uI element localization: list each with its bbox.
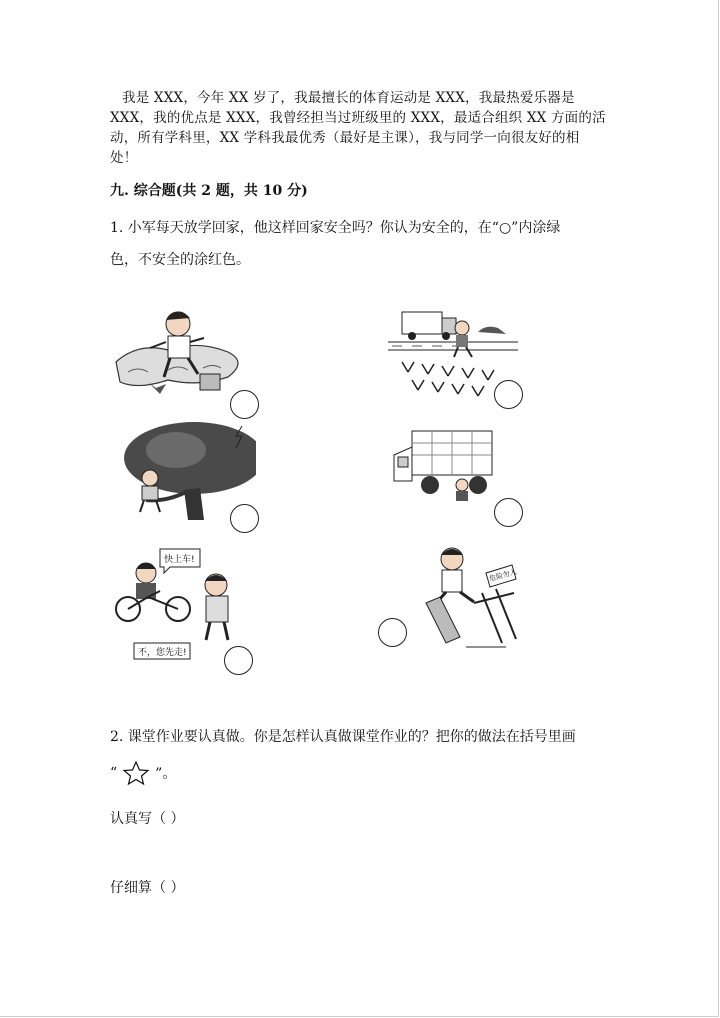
question-1-line-1: 1. 小军每天放学回家，他这样回家安全吗？你认为安全的，在“○”内涂绿 bbox=[110, 220, 561, 236]
intro-line-4: 处！ bbox=[110, 150, 138, 166]
question-1-line-2: 色，不安全的涂红色。 bbox=[110, 252, 250, 268]
answer-circle-6[interactable] bbox=[378, 618, 407, 647]
intro-line-3: 动，所有学科里，XX 学科我最优秀（最好是主课），我与同学一向很友好的相 bbox=[110, 130, 580, 146]
bubble-bottom-text: 不，您先走! bbox=[138, 648, 187, 658]
star-instruction bbox=[110, 760, 176, 786]
answer-circle-1[interactable] bbox=[230, 390, 259, 419]
answer-careful-calculation: 仔细算（ ） bbox=[110, 880, 185, 896]
illustration-boy-behind-truck bbox=[390, 425, 500, 505]
intro-line-2: XXX，我的优点是 XXX，我曾经担当过班级里的 XXX，最适合组织 XX 方面的活 bbox=[110, 110, 606, 126]
answer-circle-4[interactable] bbox=[494, 498, 523, 527]
quote-open: “ bbox=[110, 765, 118, 781]
star-outline-icon bbox=[121, 760, 151, 786]
answer-circle-5[interactable] bbox=[224, 646, 253, 675]
answer-careful-writing: 认真写（ ） bbox=[110, 811, 185, 827]
answer-circle-2[interactable] bbox=[494, 380, 523, 409]
section-title: 九. 综合题(共 2 题，共 10 分) bbox=[110, 183, 308, 199]
bubble-top-text: 快上车! bbox=[164, 555, 195, 565]
illustration-boy-by-water bbox=[108, 302, 258, 407]
intro-line-1: 我是 XXX，今年 XX 岁了，我最擅长的体育运动是 XXX，我最热爱乐器是 bbox=[122, 90, 575, 106]
answer-circle-3[interactable] bbox=[230, 504, 259, 533]
quote-close: ”。 bbox=[155, 766, 177, 782]
intro-paragraph bbox=[110, 88, 610, 168]
question-2-line-1: 2. 课堂作业要认真做。你是怎样认真做课堂作业的？把你的做法在括号里画 bbox=[110, 729, 576, 745]
danger-sign-text: 危险勿入 bbox=[488, 567, 518, 583]
illustration-boy-under-tree bbox=[116, 420, 256, 520]
illustration-boy-climbing-fence bbox=[406, 543, 526, 658]
